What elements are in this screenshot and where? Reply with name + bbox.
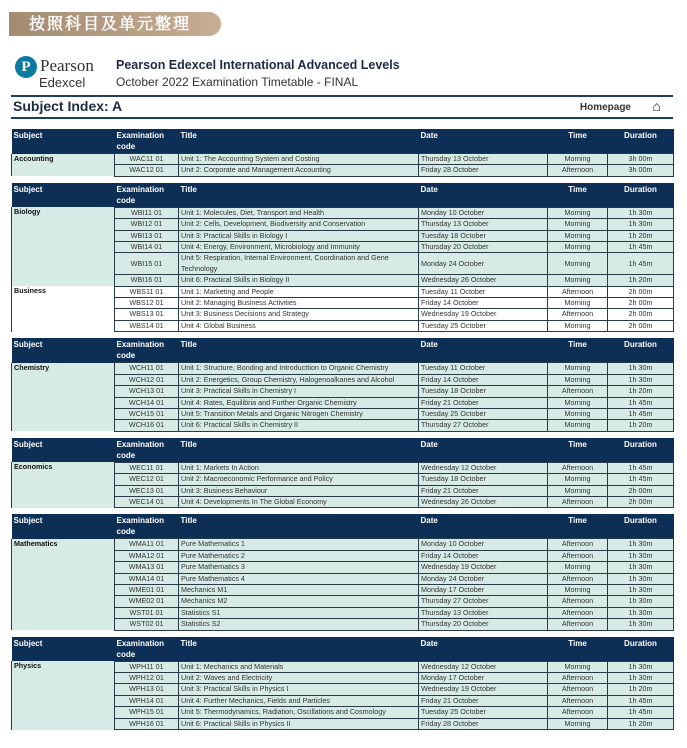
exam-date: Friday 21 October xyxy=(419,485,548,496)
exam-time: Afternoon xyxy=(548,550,608,561)
table-row xyxy=(12,661,674,672)
exam-code: WEC13 01 xyxy=(115,485,179,496)
exam-title: Unit 1: Mechanics and Materials xyxy=(179,661,419,672)
exam-code: WMA11 01 xyxy=(115,539,179,550)
column-header: Subject xyxy=(12,514,115,539)
column-header: Date xyxy=(419,438,548,463)
column-header: Title xyxy=(179,338,419,363)
exam-duration: 1h 45m xyxy=(608,462,674,473)
exam-duration: 3h 00m xyxy=(608,165,674,176)
subject-index-title: Subject Index: A xyxy=(13,98,123,114)
exam-code: WPH13 01 xyxy=(115,684,179,695)
exam-title: Unit 4: Energy, Environment, Microbiology and Immunity xyxy=(179,242,419,253)
exam-duration: 1h 30m xyxy=(608,573,674,584)
exam-code: WBI15 01 xyxy=(115,253,179,275)
table-header xyxy=(12,183,674,208)
exam-code: WEC12 01 xyxy=(115,474,179,485)
exam-duration: 1h 45m xyxy=(608,707,674,718)
exam-time: Morning xyxy=(548,275,608,286)
exam-time: Afternoon xyxy=(548,286,608,297)
exam-time: Morning xyxy=(548,661,608,672)
column-header: Duration xyxy=(608,183,674,208)
table-row xyxy=(12,286,674,297)
exam-duration: 1h 45m xyxy=(608,474,674,485)
exam-code: WBI12 01 xyxy=(115,219,179,230)
exam-time: Morning xyxy=(548,298,608,309)
exam-date: Thursday 20 October xyxy=(419,619,548,630)
exam-code: WPH16 01 xyxy=(115,718,179,729)
exam-title: Unit 6: Practical Skills in Chemistry II xyxy=(179,420,419,431)
column-header: Subject xyxy=(12,438,115,463)
subject-name: Business xyxy=(12,286,115,332)
exam-date: Thursday 20 October xyxy=(419,242,548,253)
exam-time: Morning xyxy=(548,320,608,331)
exam-duration: 1h 20m xyxy=(608,230,674,241)
exam-duration: 1h 30m xyxy=(608,619,674,630)
table-header xyxy=(12,338,674,363)
exam-date: Friday 21 October xyxy=(419,695,548,706)
exam-duration: 1h 20m xyxy=(608,420,674,431)
exam-date: Monday 24 October xyxy=(419,253,548,275)
exam-code: WPH15 01 xyxy=(115,707,179,718)
exam-code: WBS13 01 xyxy=(115,309,179,320)
exam-duration: 2h 00m xyxy=(608,485,674,496)
exam-time: Afternoon xyxy=(548,619,608,630)
exam-title: Unit 1: The Accounting System and Costing xyxy=(179,154,419,165)
exam-title: Unit 3: Business Decisions and Strategy xyxy=(179,309,419,320)
exam-date: Tuesday 18 October xyxy=(419,230,548,241)
exam-time: Morning xyxy=(548,207,608,218)
exam-time: Morning xyxy=(548,584,608,595)
exam-date: Wednesday 12 October xyxy=(419,661,548,672)
exam-title: Unit 2: Cells, Development, Biodiversity and Conservation xyxy=(179,219,419,230)
exam-code: WBI16 01 xyxy=(115,275,179,286)
subject-name: Accounting xyxy=(12,154,115,177)
exam-date: Friday 28 October xyxy=(419,718,548,729)
exam-date: Wednesday 19 October xyxy=(419,309,548,320)
exam-duration: 3h 00m xyxy=(608,154,674,165)
exam-duration: 1h 45m xyxy=(608,242,674,253)
homepage-link[interactable]: Homepage xyxy=(579,102,631,113)
column-header: Date xyxy=(419,183,548,208)
table-row xyxy=(12,539,674,550)
exam-duration: 2h 00m xyxy=(608,298,674,309)
exam-code: WAC12 01 xyxy=(115,165,179,176)
column-header: Time xyxy=(548,637,608,662)
exam-duration: 1h 30m xyxy=(608,673,674,684)
exam-duration: 1h 30m xyxy=(608,550,674,561)
exam-time: Morning xyxy=(548,420,608,431)
exam-date: Wednesday 19 October xyxy=(419,684,548,695)
subject-name: Physics xyxy=(12,661,115,729)
exam-title: Unit 2: Managing Business Activities xyxy=(179,298,419,309)
exam-code: WMA13 01 xyxy=(115,562,179,573)
exam-date: Monday 17 October xyxy=(419,673,548,684)
column-header: Date xyxy=(419,129,548,154)
subject-table xyxy=(11,129,674,177)
exam-date: Tuesday 11 October xyxy=(419,286,548,297)
exam-time: Afternoon xyxy=(548,707,608,718)
exam-date: Wednesday 26 October xyxy=(419,496,548,507)
exam-date: Friday 14 October xyxy=(419,298,548,309)
exam-date: Thursday 27 October xyxy=(419,420,548,431)
exam-duration: 1h 20m xyxy=(608,386,674,397)
column-header: Examination code xyxy=(115,183,179,208)
table-row xyxy=(12,154,674,165)
column-header: Subject xyxy=(12,129,115,154)
exam-duration: 1h 30m xyxy=(608,661,674,672)
exam-time: Afternoon xyxy=(548,462,608,473)
exam-title: Unit 3: Practical Skills in Biology I xyxy=(179,230,419,241)
exam-time: Afternoon xyxy=(548,539,608,550)
exam-title: Unit 4: Developments In The Global Economy xyxy=(179,496,419,507)
exam-title: Unit 5: Respiration, Internal Environment, Coordination and Gene Technology xyxy=(179,253,419,275)
exam-date: Thursday 13 October xyxy=(419,154,548,165)
exam-time: Afternoon xyxy=(548,596,608,607)
column-header: Date xyxy=(419,338,548,363)
table-header xyxy=(12,129,674,154)
exam-date: Tuesday 25 October xyxy=(419,320,548,331)
exam-date: Wednesday 26 October xyxy=(419,275,548,286)
exam-title: Unit 1: Molecules, Diet, Transport and Health xyxy=(179,207,419,218)
exam-date: Monday 10 October xyxy=(419,539,548,550)
exam-date: Monday 24 October xyxy=(419,573,548,584)
exam-date: Tuesday 11 October xyxy=(419,363,548,374)
column-header: Time xyxy=(548,438,608,463)
column-header: Examination code xyxy=(115,338,179,363)
exam-title: Pure Mathematics 4 xyxy=(179,573,419,584)
exam-title: Unit 5: Thermodynamics, Radiation, Oscillations and Cosmology xyxy=(179,707,419,718)
exam-date: Monday 10 October xyxy=(419,207,548,218)
exam-title: Unit 6: Practical Skills in Physics II xyxy=(179,718,419,729)
exam-date: Wednesday 12 October xyxy=(419,462,548,473)
exam-code: WST02 01 xyxy=(115,619,179,630)
column-header: Duration xyxy=(608,514,674,539)
logo-brand: Pearson xyxy=(40,56,94,75)
exam-time: Afternoon xyxy=(548,496,608,507)
exam-title: Mechanics M2 xyxy=(179,596,419,607)
exam-title: Unit 1: Structure, Bonding and Introducttion to Organic Chemistry xyxy=(179,363,419,374)
exam-date: Friday 28 October xyxy=(419,165,548,176)
table-header xyxy=(12,514,674,539)
exam-time: Morning xyxy=(548,485,608,496)
exam-code: WMA12 01 xyxy=(115,550,179,561)
exam-code: WEC14 01 xyxy=(115,496,179,507)
exam-title: Unit 3: Practical Skills in Physics I xyxy=(179,684,419,695)
exam-title: Unit 1: Markets In Action xyxy=(179,462,419,473)
exam-time: Morning xyxy=(548,219,608,230)
column-header: Subject xyxy=(12,183,115,208)
exam-title: Pure Mathematics 2 xyxy=(179,550,419,561)
exam-time: Morning xyxy=(548,562,608,573)
exam-title: Unit 1: Marketing and People xyxy=(179,286,419,297)
exam-title: Unit 2: Corporate and Management Accounting xyxy=(179,165,419,176)
column-header: Examination code xyxy=(115,514,179,539)
exam-duration: 2h 00m xyxy=(608,309,674,320)
column-header: Duration xyxy=(608,338,674,363)
column-header: Duration xyxy=(608,438,674,463)
subject-name: Economics xyxy=(12,462,115,508)
exam-code: WCH16 01 xyxy=(115,420,179,431)
column-header: Time xyxy=(548,338,608,363)
exam-time: Morning xyxy=(548,230,608,241)
exam-title: Unit 4: Rates, Equilibria and Further Organic Chemistry xyxy=(179,397,419,408)
exam-date: Monday 17 October xyxy=(419,584,548,595)
exam-code: WBS11 01 xyxy=(115,286,179,297)
exam-title: Unit 4: Global Business xyxy=(179,320,419,331)
section-banner: 按照科目及单元整理 xyxy=(9,12,221,36)
table-row xyxy=(12,462,674,473)
pearson-logo-mark: P xyxy=(15,56,37,78)
exam-time: Afternoon xyxy=(548,386,608,397)
exam-duration: 1h 30m xyxy=(608,596,674,607)
exam-time: Afternoon xyxy=(548,573,608,584)
column-header: Duration xyxy=(608,129,674,154)
exam-duration: 1h 30m xyxy=(608,363,674,374)
subject-table xyxy=(11,338,674,431)
exam-time: Morning xyxy=(548,363,608,374)
table-header xyxy=(12,637,674,662)
exam-time: Afternoon xyxy=(548,673,608,684)
exam-title: Unit 2: Waves and Electricity xyxy=(179,673,419,684)
exam-title: Unit 4: Further Mechanics, Fields and Particles xyxy=(179,695,419,706)
exam-title: Mechanics M1 xyxy=(179,584,419,595)
exam-duration: 1h 30m xyxy=(608,584,674,595)
exam-time: Morning xyxy=(548,474,608,485)
exam-title: Pure Mathematics 1 xyxy=(179,539,419,550)
exam-duration: 1h 20m xyxy=(608,718,674,729)
column-header: Subject xyxy=(12,637,115,662)
exam-time: Afternoon xyxy=(548,165,608,176)
exam-duration: 1h 30m xyxy=(608,374,674,385)
exam-title: Unit 6: Practical Skills in Biology II xyxy=(179,275,419,286)
exam-date: Thursday 13 October xyxy=(419,607,548,618)
subject-table xyxy=(11,438,674,509)
exam-time: Morning xyxy=(548,242,608,253)
exam-duration: 2h 00m xyxy=(608,496,674,507)
exam-time: Afternoon xyxy=(548,695,608,706)
timetable xyxy=(11,129,673,736)
home-icon[interactable]: ⌂ xyxy=(652,98,661,114)
exam-date: Tuesday 25 October xyxy=(419,408,548,419)
column-header: Time xyxy=(548,183,608,208)
exam-code: WCH14 01 xyxy=(115,397,179,408)
exam-code: WPH14 01 xyxy=(115,695,179,706)
exam-duration: 1h 45m xyxy=(608,408,674,419)
exam-duration: 1h 45m xyxy=(608,695,674,706)
exam-title: Unit 3: Business Behaviour xyxy=(179,485,419,496)
table-header xyxy=(12,438,674,463)
column-header: Title xyxy=(179,438,419,463)
table-row xyxy=(12,363,674,374)
exam-duration: 1h 30m xyxy=(608,562,674,573)
exam-duration: 1h 20m xyxy=(608,684,674,695)
exam-code: WEC11 01 xyxy=(115,462,179,473)
column-header: Duration xyxy=(608,637,674,662)
exam-code: WPH11 01 xyxy=(115,661,179,672)
column-header: Title xyxy=(179,183,419,208)
exam-code: WBI14 01 xyxy=(115,242,179,253)
exam-title: Statistics S1 xyxy=(179,607,419,618)
column-header: Subject xyxy=(12,338,115,363)
exam-code: WBS14 01 xyxy=(115,320,179,331)
logo-sub: Edexcel xyxy=(39,75,86,90)
subject-name: Chemistry xyxy=(12,363,115,431)
column-header: Examination code xyxy=(115,129,179,154)
column-header: Title xyxy=(179,129,419,154)
exam-duration: 1h 45m xyxy=(608,397,674,408)
column-header: Title xyxy=(179,514,419,539)
exam-date: Friday 21 October xyxy=(419,397,548,408)
column-header: Title xyxy=(179,637,419,662)
subject-table xyxy=(11,637,674,730)
exam-time: Morning xyxy=(548,397,608,408)
exam-date: Tuesday 25 October xyxy=(419,707,548,718)
exam-date: Tuesday 18 October xyxy=(419,386,548,397)
document-subtitle: October 2022 Examination Timetable - FINAL xyxy=(116,75,359,89)
exam-title: Unit 2: Energetics, Group Chemistry, Halogenoalkanes and Alcohol xyxy=(179,374,419,385)
exam-time: Afternoon xyxy=(548,607,608,618)
exam-duration: 1h 20m xyxy=(608,275,674,286)
exam-code: WCH15 01 xyxy=(115,408,179,419)
subject-name: Mathematics xyxy=(12,539,115,630)
exam-code: WPH12 01 xyxy=(115,673,179,684)
subject-index-bar xyxy=(11,95,673,119)
column-header: Time xyxy=(548,514,608,539)
exam-title: Unit 5: Transition Metals and Organic Nitrogen Chemistry xyxy=(179,408,419,419)
exam-duration: 2h 00m xyxy=(608,320,674,331)
exam-code: WBS12 01 xyxy=(115,298,179,309)
exam-duration: 1h 30m xyxy=(608,219,674,230)
exam-date: Friday 14 October xyxy=(419,374,548,385)
exam-date: Thursday 13 October xyxy=(419,219,548,230)
table-row xyxy=(12,207,674,218)
exam-duration: 2h 00m xyxy=(608,286,674,297)
exam-time: Morning xyxy=(548,154,608,165)
exam-code: WME01 01 xyxy=(115,584,179,595)
exam-time: Morning xyxy=(548,374,608,385)
exam-date: Wednesday 19 October xyxy=(419,562,548,573)
exam-title: Unit 3: Practical Skills in Chemistry I xyxy=(179,386,419,397)
exam-code: WCH11 01 xyxy=(115,363,179,374)
exam-title: Pure Mathematics 3 xyxy=(179,562,419,573)
exam-code: WST01 01 xyxy=(115,607,179,618)
exam-time: Afternoon xyxy=(548,684,608,695)
exam-code: WMA14 01 xyxy=(115,573,179,584)
exam-code: WCH12 01 xyxy=(115,374,179,385)
column-header: Examination code xyxy=(115,438,179,463)
exam-duration: 1h 30m xyxy=(608,207,674,218)
exam-date: Tuesday 18 October xyxy=(419,474,548,485)
exam-date: Thursday 27 October xyxy=(419,596,548,607)
subject-table xyxy=(11,514,674,630)
exam-duration: 1h 45m xyxy=(608,253,674,275)
exam-code: WME02 01 xyxy=(115,596,179,607)
column-header: Time xyxy=(548,129,608,154)
exam-duration: 1h 30m xyxy=(608,539,674,550)
exam-time: Morning xyxy=(548,718,608,729)
column-header: Examination code xyxy=(115,637,179,662)
exam-time: Afternoon xyxy=(548,309,608,320)
exam-title: Statistics S2 xyxy=(179,619,419,630)
exam-time: Morning xyxy=(548,408,608,419)
column-header: Date xyxy=(419,637,548,662)
exam-time: Morning xyxy=(548,253,608,275)
exam-duration: 1h 30m xyxy=(608,607,674,618)
exam-code: WBI13 01 xyxy=(115,230,179,241)
exam-code: WBI11 01 xyxy=(115,207,179,218)
subject-table xyxy=(11,183,674,332)
subject-name: Biology xyxy=(12,207,115,286)
exam-code: WAC11 01 xyxy=(115,154,179,165)
column-header: Date xyxy=(419,514,548,539)
exam-code: WCH13 01 xyxy=(115,386,179,397)
exam-title: Unit 2: Macroeconomic Performance and Policy xyxy=(179,474,419,485)
document-title: Pearson Edexcel International Advanced Levels xyxy=(116,58,400,72)
exam-date: Friday 14 October xyxy=(419,550,548,561)
